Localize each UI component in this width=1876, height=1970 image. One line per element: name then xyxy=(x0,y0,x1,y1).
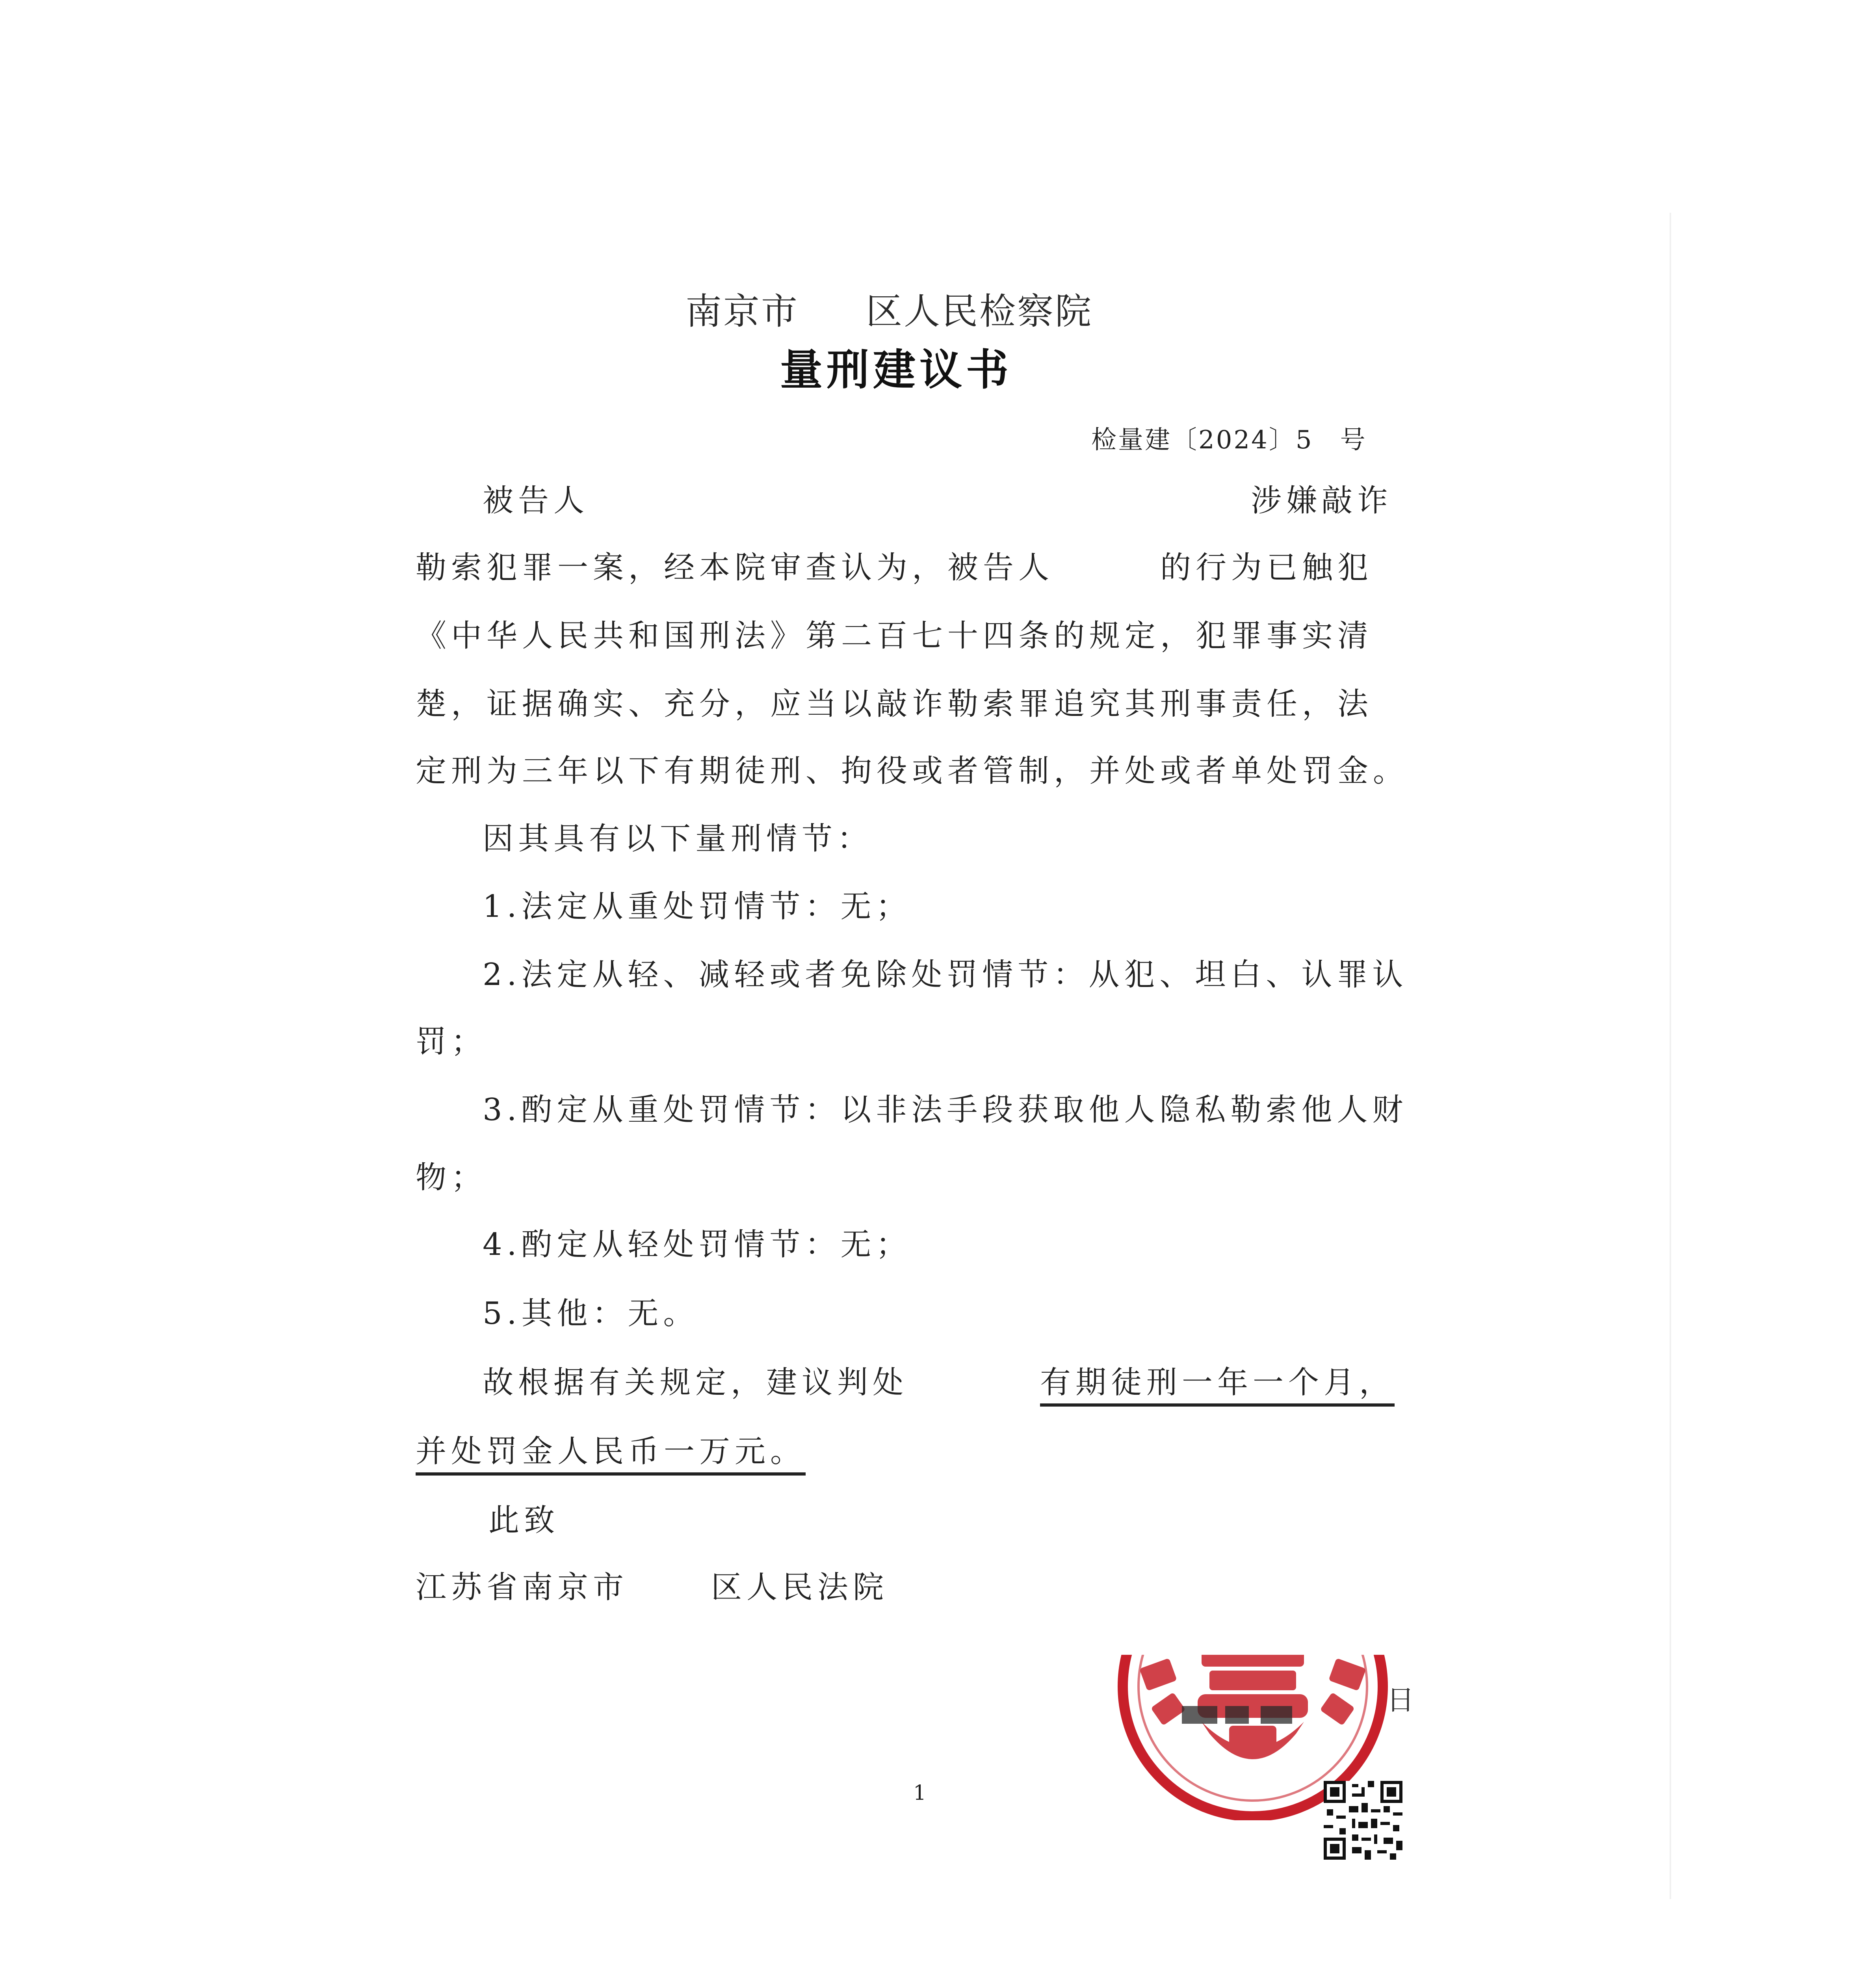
issuing-city: 南京市 xyxy=(685,290,799,333)
recipient-city: 江苏省南京市 xyxy=(416,1570,629,1605)
factor-item-3-cont: 物； xyxy=(416,1160,487,1195)
factor-item-1: 1.法定从重处罚情节：无； xyxy=(483,889,912,924)
document-number: 检量建〔2024〕5 号 xyxy=(1091,426,1367,455)
issuing-procuratorate: 区人民检察院 xyxy=(866,290,1093,333)
body-line: 勒索犯罪一案，经本院审查认为，被告人 的行为已触犯 xyxy=(416,550,1373,585)
recipient-court: 区人民法院 xyxy=(711,1570,889,1605)
salutation: 此致 xyxy=(489,1503,560,1538)
page-number: 1 xyxy=(913,1781,927,1805)
factor-item-4: 4.酌定从轻处罚情节：无； xyxy=(483,1227,912,1262)
factor-item-3: 3.酌定从重处罚情节：以非法手段获取他人隐私勒索他人财 xyxy=(483,1092,1408,1128)
sentencing-factors-intro: 因其具有以下量刑情节： xyxy=(483,821,873,857)
recommended-fine: 并处罚金人民币一万元。 xyxy=(416,1436,806,1476)
body-line: 定刑为三年以下有期徒刑、拘役或者管制，并处或者单处罚金。 xyxy=(416,753,1409,789)
qr-code-icon xyxy=(1324,1781,1402,1860)
factor-item-2-cont: 罚； xyxy=(416,1024,487,1059)
recommended-sentence: 有期徒刑一年一个月， xyxy=(1040,1367,1395,1407)
document-title: 量刑建议书 xyxy=(780,345,1013,395)
issuing-authority xyxy=(685,290,1093,333)
factor-item-5: 5.其他：无。 xyxy=(483,1296,699,1331)
page-edge-shadow xyxy=(1670,213,1671,1899)
defendant-label: 被告人 xyxy=(483,483,589,519)
body-line: 《中华人民共和国刑法》第二百七十四条的规定，犯罪事实清 xyxy=(416,618,1373,654)
recommendation-intro: 故根据有关规定，建议判处 xyxy=(483,1365,908,1400)
seal-date-fragment: 日 xyxy=(1387,1684,1414,1716)
charge-intro: 涉嫌敲诈 xyxy=(1251,483,1393,519)
factor-item-2: 2.法定从轻、减轻或者免除处罚情节：从犯、坦白、认罪认 xyxy=(483,957,1408,992)
body-line: 楚，证据确实、充分，应当以敲诈勒索罪追究其刑事责任，法 xyxy=(416,686,1373,722)
